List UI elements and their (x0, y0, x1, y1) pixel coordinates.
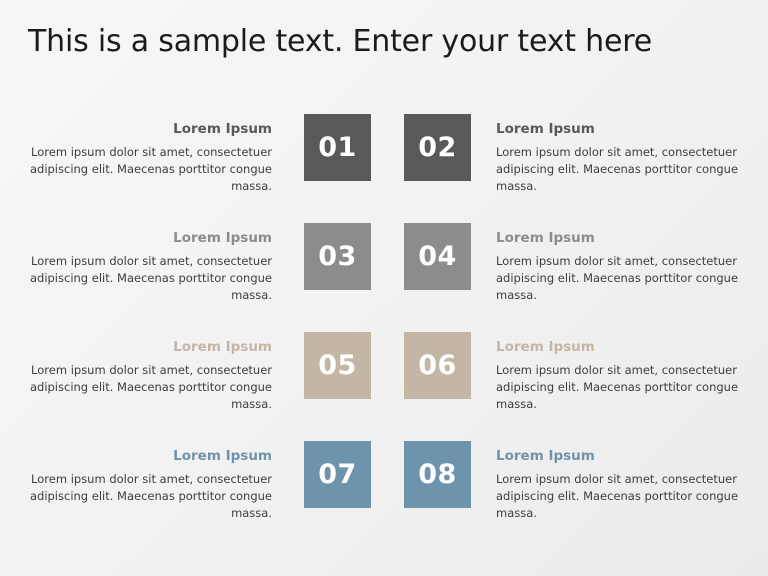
block-body-04: Lorem ipsum dolor sit amet, consectetuer adipiscing elit. Maecenas porttitor congue massa. (496, 253, 739, 302)
block-body-03: Lorem ipsum dolor sit amet, consectetuer adipiscing elit. Maecenas porttitor congue massa. (29, 253, 272, 302)
number-tile-04[interactable] (404, 223, 471, 290)
number-tile-03[interactable] (304, 223, 371, 290)
row-1 (0, 108, 768, 217)
block-heading-06: Lorem Ipsum (496, 339, 595, 355)
number-tile-06[interactable] (404, 332, 471, 399)
block-body-01: Lorem ipsum dolor sit amet, consectetuer adipiscing elit. Maecenas porttitor congue massa. (29, 144, 272, 193)
content-rows (0, 108, 768, 544)
text-block-02 (496, 122, 746, 195)
block-body-06: Lorem ipsum dolor sit amet, consectetuer adipiscing elit. Maecenas porttitor congue massa. (496, 362, 739, 411)
number-tile-07[interactable] (304, 441, 371, 508)
text-block-03 (22, 231, 272, 304)
block-heading-03: Lorem Ipsum (173, 230, 272, 246)
text-block-04 (496, 231, 746, 304)
block-heading-04: Lorem Ipsum (496, 230, 595, 246)
number-tile-08[interactable] (404, 441, 471, 508)
text-block-05 (22, 340, 272, 413)
number-tile-label-08: 08 (418, 459, 457, 490)
row-3 (0, 326, 768, 435)
block-body-05: Lorem ipsum dolor sit amet, consectetuer adipiscing elit. Maecenas porttitor congue massa. (29, 362, 272, 411)
text-block-01 (22, 122, 272, 195)
page-title: This is a sample text. Enter your text here (28, 24, 652, 59)
block-heading-07: Lorem Ipsum (173, 448, 272, 464)
block-body-07: Lorem ipsum dolor sit amet, consectetuer adipiscing elit. Maecenas porttitor congue massa. (29, 471, 272, 520)
number-tile-label-03: 03 (318, 241, 357, 272)
number-tile-label-01: 01 (318, 132, 357, 163)
block-body-08: Lorem ipsum dolor sit amet, consectetuer adipiscing elit. Maecenas porttitor congue massa. (496, 471, 739, 520)
block-heading-01: Lorem Ipsum (173, 121, 272, 137)
block-body-02: Lorem ipsum dolor sit amet, consectetuer adipiscing elit. Maecenas porttitor congue massa. (496, 144, 739, 193)
number-tile-05[interactable] (304, 332, 371, 399)
number-tile-02[interactable] (404, 114, 471, 181)
number-tile-label-07: 07 (318, 459, 357, 490)
block-heading-02: Lorem Ipsum (496, 121, 595, 137)
number-tile-label-02: 02 (418, 132, 457, 163)
number-tile-label-04: 04 (418, 241, 457, 272)
text-block-06 (496, 340, 746, 413)
row-2 (0, 217, 768, 326)
block-heading-05: Lorem Ipsum (173, 339, 272, 355)
row-4 (0, 435, 768, 544)
block-heading-08: Lorem Ipsum (496, 448, 595, 464)
number-tile-label-05: 05 (318, 350, 357, 381)
text-block-08 (496, 449, 746, 522)
number-tile-label-06: 06 (418, 350, 457, 381)
number-tile-01[interactable] (304, 114, 371, 181)
text-block-07 (22, 449, 272, 522)
